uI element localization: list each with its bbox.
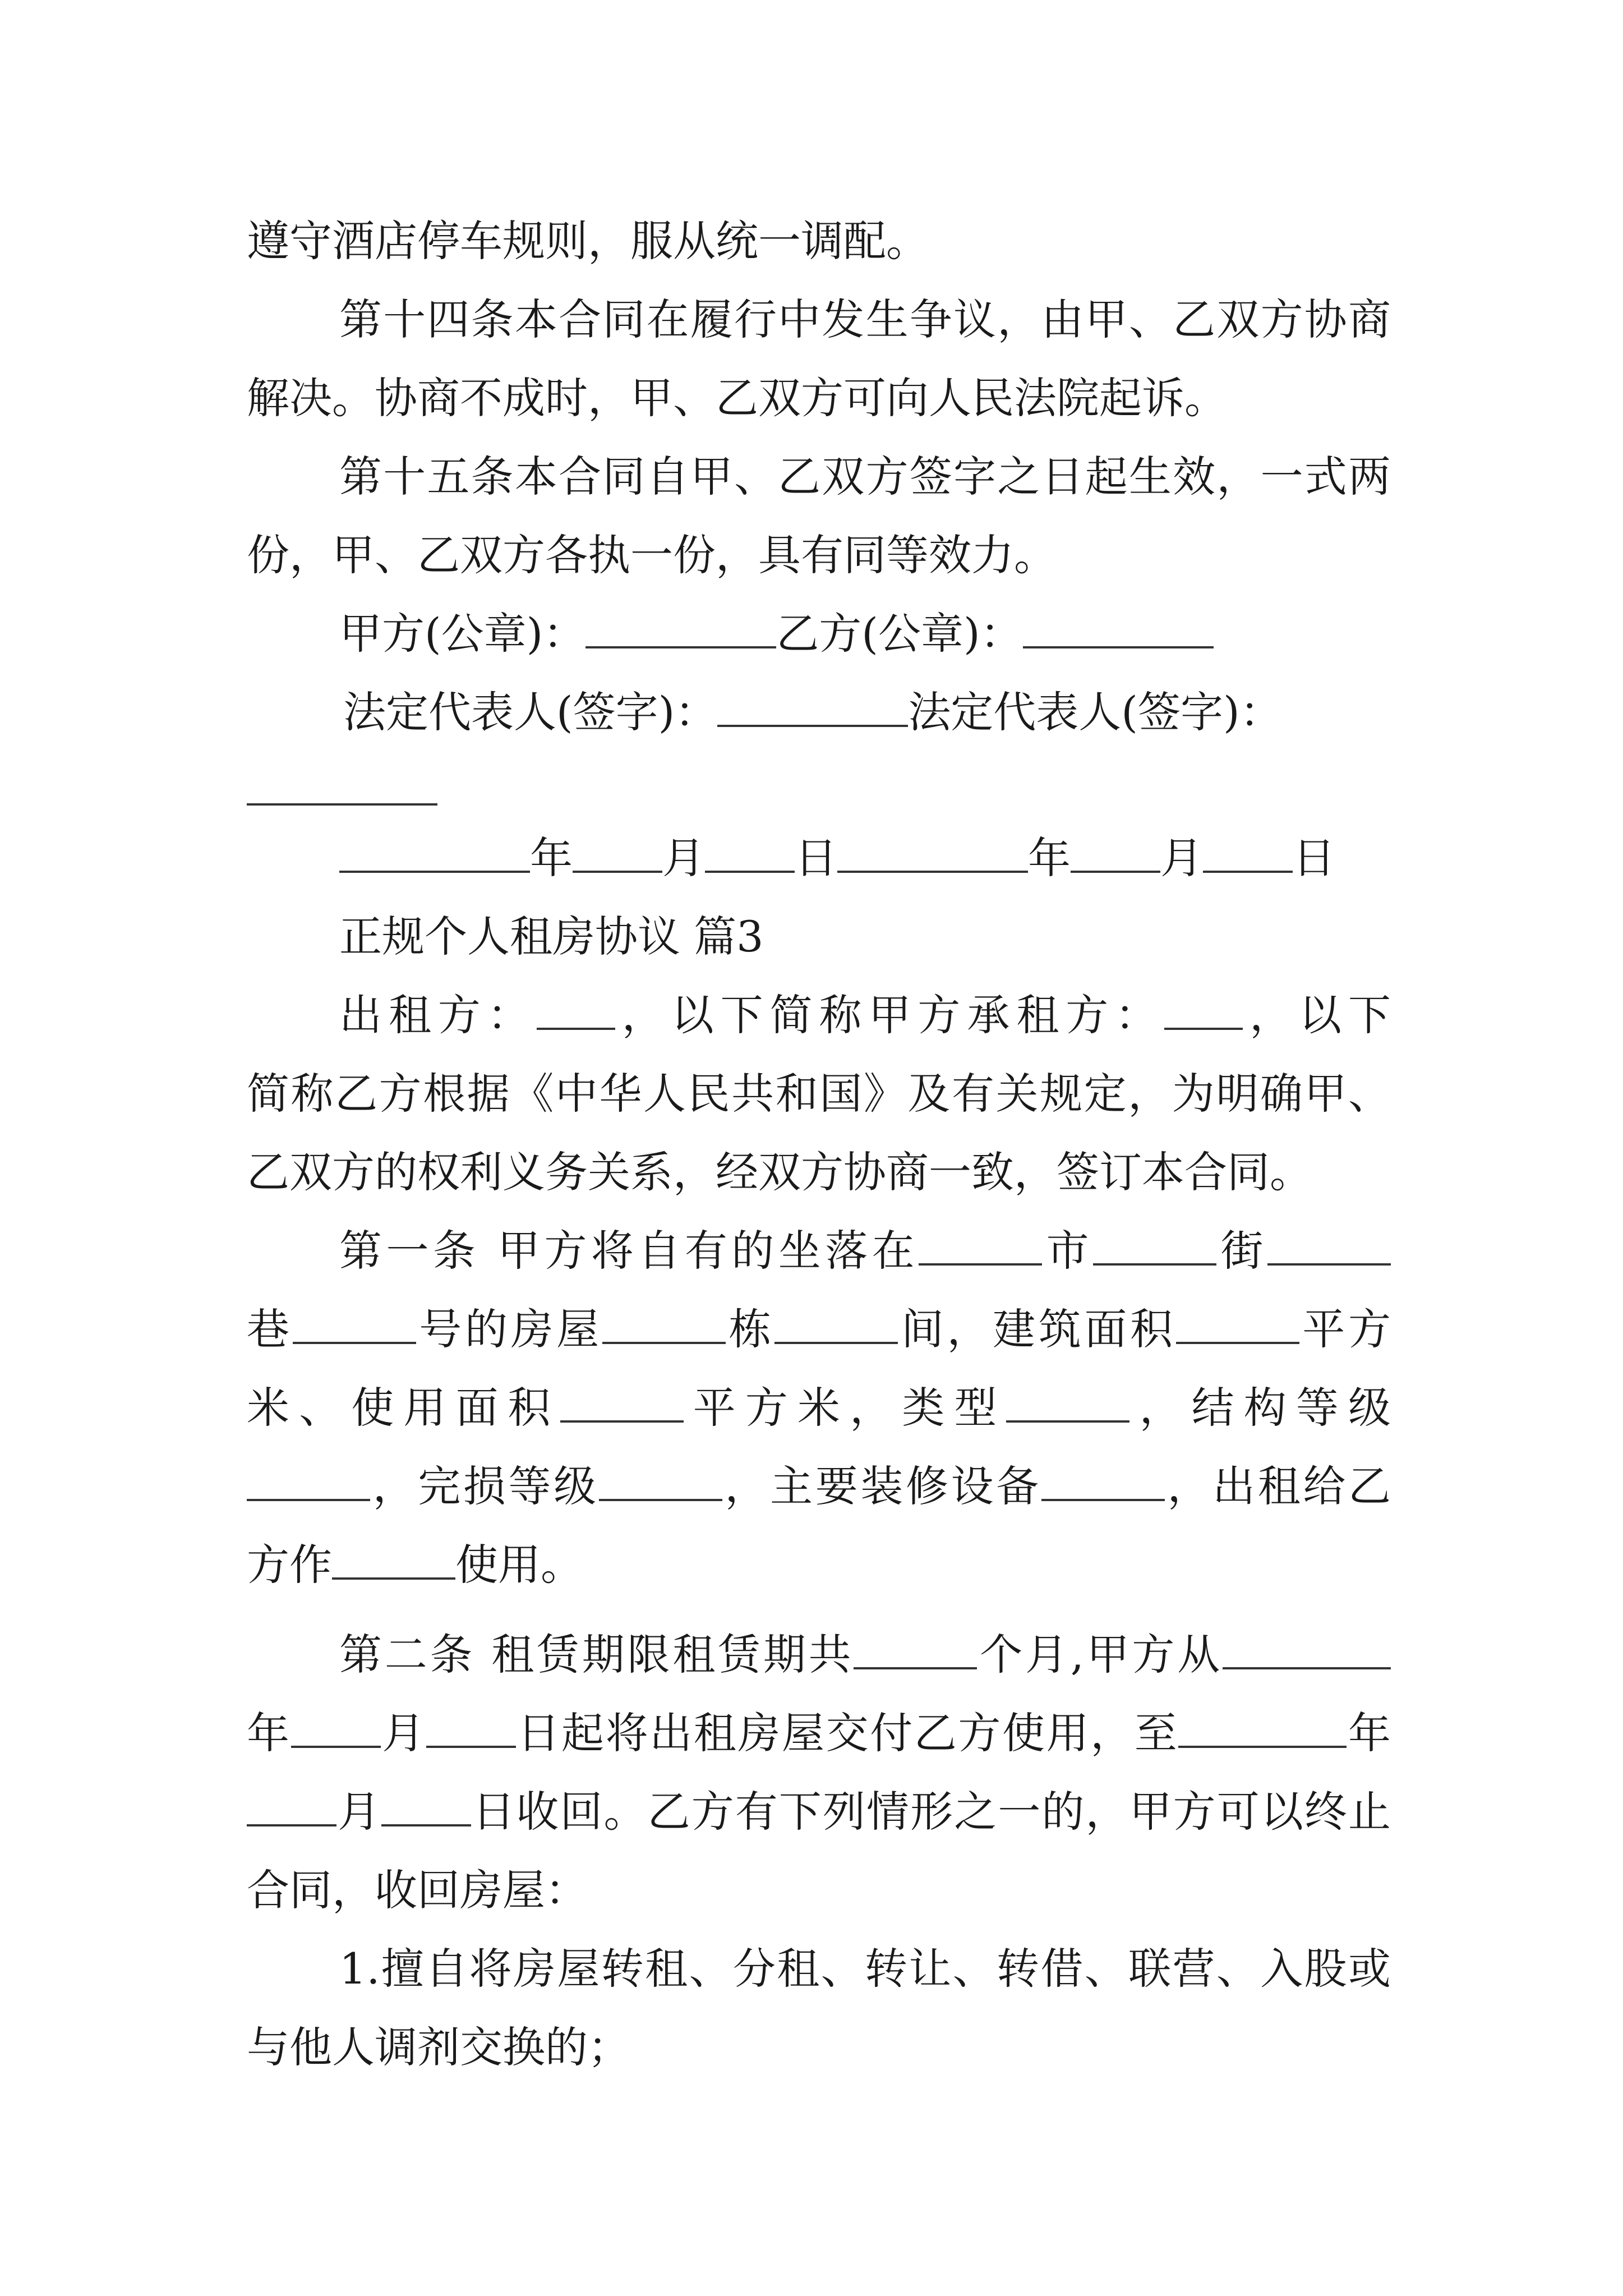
text-span: 月: [380, 1708, 426, 1758]
text-span: ，完损等级: [370, 1461, 599, 1511]
party-b-seal-blank: [1023, 610, 1214, 648]
text-span: 间，建筑面积: [898, 1304, 1176, 1354]
article-1-line-2: [247, 1290, 1391, 1369]
article-2-line-3: [247, 1773, 1391, 1851]
text-span: ，结构等级: [1129, 1383, 1391, 1433]
text-span: 栋: [725, 1304, 775, 1354]
parties-line-end: ，以下: [1243, 990, 1391, 1040]
text-span: 街: [1216, 1226, 1267, 1276]
text-span: 日起将出租房屋交付乙方使用，至: [515, 1708, 1179, 1758]
building-blank: [602, 1306, 726, 1344]
lessor-label: 出租方：: [339, 990, 537, 1040]
section-heading: 正规个人租房协议 篇3: [339, 912, 764, 961]
month-label: 月: [1160, 833, 1203, 883]
date-b-year-blank: [837, 835, 1028, 873]
text-span: 年: [1347, 1708, 1391, 1758]
type-blank: [1006, 1384, 1129, 1423]
floor-area-blank: [1176, 1306, 1299, 1344]
end-year-blank: [1178, 1710, 1347, 1748]
article-15-line-2: 份，甲、乙双方各执一份，具有同等效力。: [247, 530, 1057, 580]
item-1-line-1: 1.擅自将房屋转租、分租、转让、转借、联营、入股或: [339, 1944, 1391, 1994]
article-15-line-1: 第十五条本合同自甲、乙双方签字之日起生效，一式两: [339, 452, 1391, 501]
lessor-blank: [537, 992, 615, 1030]
parties-line-3: 乙双方的权利义务关系，经双方协商一致，签订本合同。: [247, 1147, 1312, 1197]
usable-area-blank: [560, 1384, 684, 1423]
parties-line-1: [339, 976, 1391, 1055]
date-a-month-blank: [573, 835, 662, 873]
rep-a-label: 法定代表人(签字)：: [343, 687, 718, 737]
item-1-line-2: 与他人调剂交换的；: [247, 2022, 630, 2072]
month-label: 月: [662, 833, 705, 883]
rep-a-blank: [717, 689, 908, 727]
start-month-blank: [291, 1710, 381, 1748]
party-b-seal-label: 乙方(公章)：: [776, 609, 1023, 659]
lessee-blank: [1164, 992, 1243, 1030]
article-2-line-2: [247, 1694, 1391, 1773]
text-span: ，主要装修设备: [722, 1461, 1041, 1511]
structure-grade-blank: [247, 1463, 370, 1501]
article-1-line-1: [339, 1212, 1391, 1290]
day-label: 日: [1293, 833, 1335, 883]
date-line: [339, 819, 1335, 898]
article-14-line-2: 解决。协商不成时，甲、乙双方可向人民法院起诉。: [247, 373, 1227, 423]
text-span: 米、使用面积: [247, 1383, 560, 1433]
paragraph-line: 遵守酒店停车规则，服从统一调配。: [247, 216, 929, 266]
party-a-seal-label: 甲方(公章)：: [339, 609, 586, 659]
text-span: 方作: [247, 1540, 332, 1590]
text-span: 市: [1042, 1226, 1094, 1276]
rep-b-label: 法定代表人(签字)：: [908, 687, 1283, 737]
end-month-blank: [247, 1788, 336, 1826]
city-blank: [919, 1227, 1042, 1266]
text-span: ，出租给乙: [1164, 1461, 1391, 1511]
party-a-seal-blank: [585, 610, 776, 648]
rep-b-blank-line: [247, 752, 437, 830]
article-1-line-4: [247, 1447, 1391, 1526]
months-blank: [854, 1631, 977, 1669]
lane-blank: [1267, 1227, 1391, 1266]
number-blank: [293, 1306, 416, 1344]
text-span: 第一条 甲方将自有的坐落在: [339, 1226, 919, 1276]
text-span: 年: [247, 1708, 291, 1758]
article-1-line-3: [247, 1369, 1391, 1447]
day-label: 日: [795, 833, 837, 883]
date-b-month-blank: [1071, 835, 1160, 873]
room-blank: [774, 1306, 898, 1344]
text-span: 使用。: [455, 1540, 583, 1590]
text-span: 巷: [247, 1304, 293, 1354]
seal-line: [339, 595, 1214, 673]
year-label: 年: [1028, 833, 1071, 883]
equipment-blank: [1041, 1463, 1165, 1501]
lessee-label: ，以下简称甲方承租方：: [615, 990, 1165, 1040]
date-a-day-blank: [705, 835, 795, 873]
condition-grade-blank: [599, 1463, 722, 1501]
text-span: 平方米，类型: [683, 1383, 1007, 1433]
date-b-day-blank: [1203, 835, 1293, 873]
representative-line: [343, 673, 1283, 752]
text-span: 月: [336, 1787, 382, 1837]
start-day-blank: [426, 1710, 516, 1748]
year-label: 年: [530, 833, 573, 883]
article-1-line-5: [247, 1526, 583, 1604]
text-span: 日收回。乙方有下列情形之一的，甲方可以终止: [471, 1787, 1391, 1837]
rep-b-blank: [247, 767, 437, 806]
end-day-blank: [381, 1788, 471, 1826]
text-span: 个月,甲方从: [977, 1630, 1223, 1680]
purpose-blank: [332, 1542, 455, 1580]
street-blank: [1093, 1227, 1216, 1266]
text-span: 第二条 租赁期限租赁期共: [339, 1630, 854, 1680]
date-a-year-blank: [339, 835, 530, 873]
article-2-line-1: [339, 1616, 1391, 1694]
text-span: 号的房屋: [416, 1304, 602, 1354]
parties-line-2: 简称乙方根据《中华人民共和国》及有关规定，为明确甲、: [247, 1069, 1391, 1119]
start-year-blank: [1223, 1631, 1391, 1669]
article-2-line-4: 合同，收回房屋：: [247, 1865, 588, 1915]
text-span: 平方: [1299, 1304, 1391, 1354]
article-14-line-1: 第十四条本合同在履行中发生争议，由甲、乙双方协商: [339, 295, 1391, 344]
